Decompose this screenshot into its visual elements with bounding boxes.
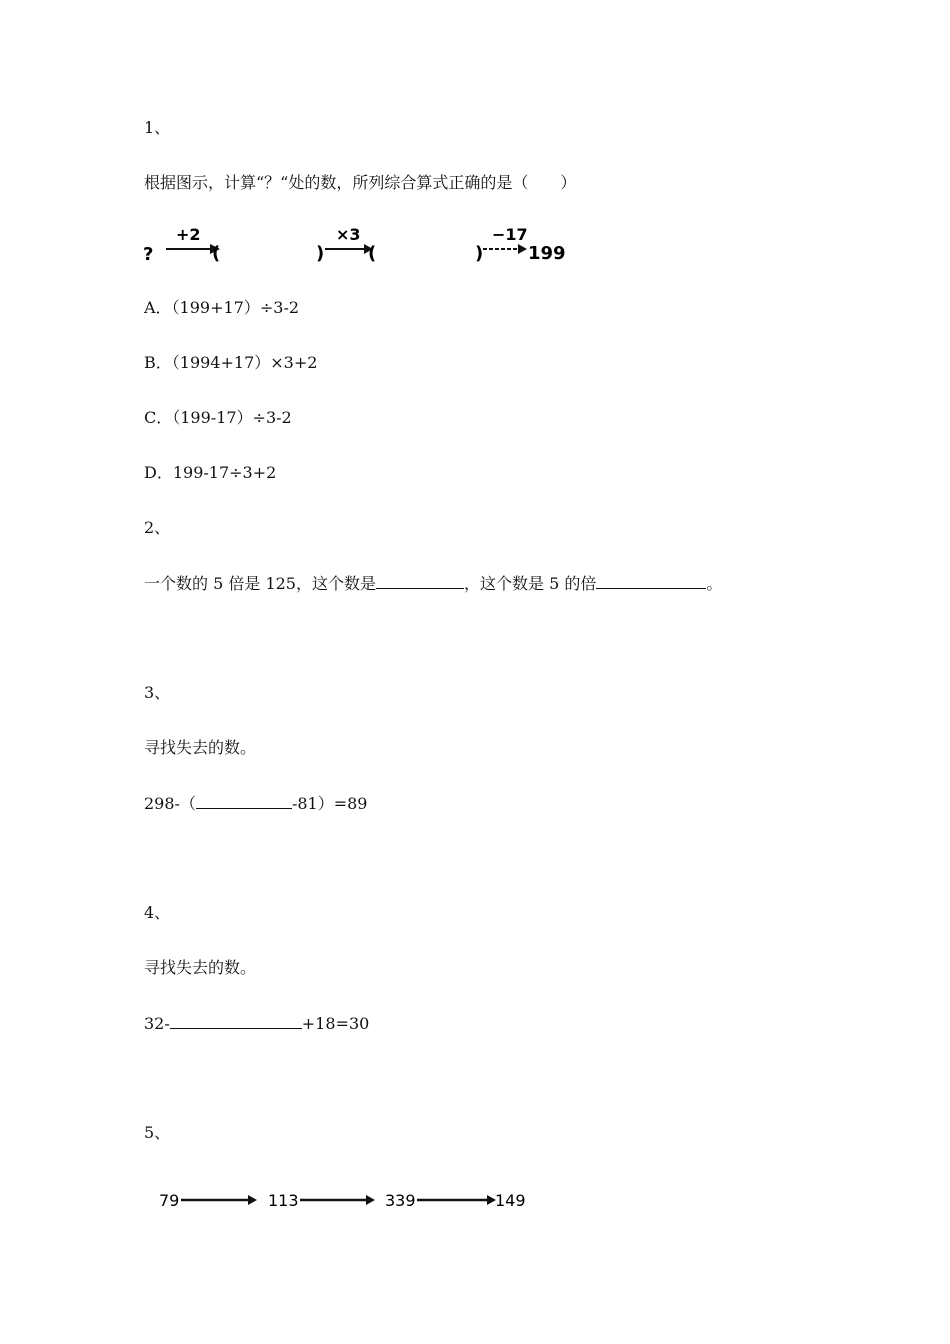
diagram-close-2: ) [475,243,484,264]
q1-diagram [140,222,580,266]
q2-text-a: 一个数的 5 倍是 125，这个数是 [144,574,376,593]
q1-option-b: B．（1994+17）×3+2 [144,353,318,372]
diagram-close-1: ) [316,243,325,264]
q4-prompt: 寻找失去的数。 [144,958,257,977]
diagram-start: ? [143,244,154,265]
q3-blank[interactable] [196,793,292,809]
chain-value-2: 113 [268,1191,299,1210]
q2-blank-1[interactable] [376,573,464,589]
q2-text [144,573,722,594]
diagram-op1: +2 [176,225,201,244]
q4-blank[interactable] [170,1013,302,1029]
q3-eq-a: 298-（ [144,794,196,813]
q1-number: 1、 [144,118,171,137]
q3-number: 3、 [144,683,171,702]
q2-text-c: 。 [706,574,723,593]
q1-option-d: D．199-17÷3+2 [144,463,277,482]
q2-number: 2、 [144,518,171,537]
arrow-3-head [518,244,527,254]
q2-text-b: ，这个数是 5 的倍 [463,574,597,593]
q3-prompt: 寻找失去的数。 [144,738,257,757]
chain-value-1: 79 [159,1191,180,1210]
q2-blank-2[interactable] [596,573,706,589]
q4-equation [144,1013,369,1034]
q4-number: 4、 [144,903,171,922]
chain-arrow-1-head [248,1195,257,1205]
chain-arrow-2-head [366,1195,375,1205]
q1-option-a: A．（199+17）÷3-2 [144,298,300,317]
q3-eq-b: -81）=89 [291,794,368,813]
q5-chain [150,1182,550,1218]
q1-prompt: 根据图示，计算“？“处的数，所列综合算式正确的是（ ） [144,173,577,192]
q4-eq-a: 32- [144,1014,170,1033]
diagram-op2: ×3 [336,225,361,244]
chain-value-3: 339 [385,1191,416,1210]
q3-equation [144,793,368,814]
diagram-end: 199 [528,243,566,264]
chain-value-4: 149 [495,1191,526,1210]
q4-eq-b: +18=30 [301,1014,370,1033]
q1-option-c: C．（199-17）÷3-2 [144,408,292,427]
diagram-op3: −17 [492,225,528,244]
q5-number: 5、 [144,1123,171,1142]
diagram-open-1: ( [212,243,221,264]
diagram-open-2: ( [368,243,377,264]
